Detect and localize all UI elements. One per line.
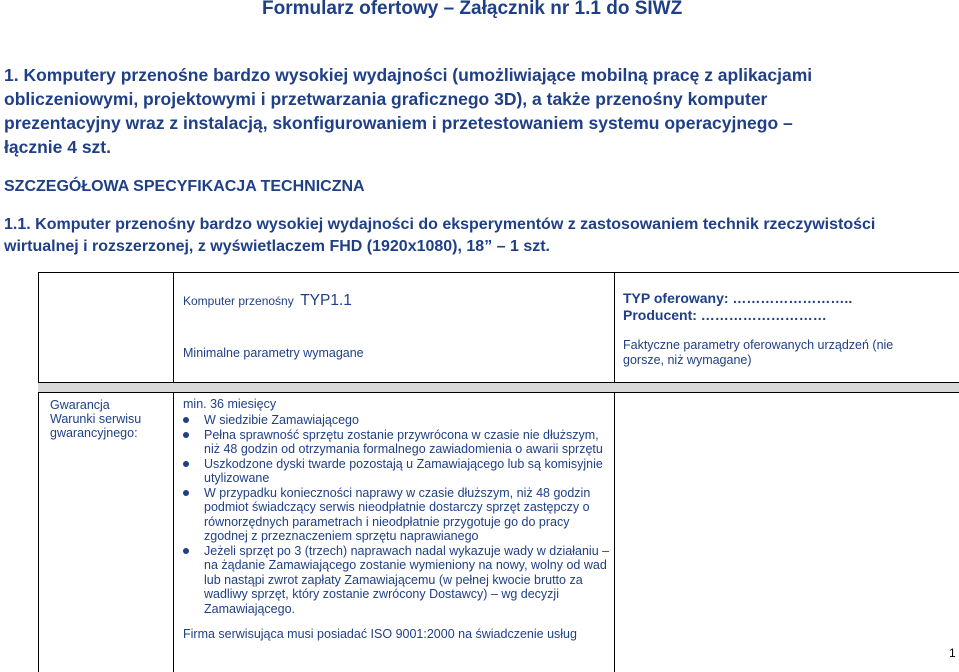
page-number: 1	[949, 646, 956, 660]
document-title: Formularz ofertowy – Załącznik nr 1.1 do SIWZ	[262, 0, 683, 19]
actual-params-header-line-2: gorsze, niż wymagane)	[623, 353, 752, 367]
warranty-min: min. 36 miesięcy	[183, 397, 277, 411]
service-conditions-list	[180, 413, 610, 616]
subsection-title-line-1: 1.1. Komputer przenośny bardzo wysokiej wydajności do eksperymentów z zastosowaniem technik rzeczywistości	[4, 216, 876, 233]
producer-field: Producent: ………………………	[623, 307, 827, 323]
list-item: Uszkodzone dyski twarde pozostają u Zamawiającego lub są komisyjnie utylizowane	[180, 457, 610, 486]
list-item: W siedzibie Zamawiającego	[180, 413, 610, 428]
section-title-line-1: 1. Komputery przenośne bardzo wysokiej wydajności (umożliwiające mobilną pracę z aplikacjami	[4, 65, 813, 85]
min-params-header: Minimalne parametry wymagane	[183, 346, 364, 360]
service-note: Firma serwisująca musi posiadać ISO 9001:2000 na świadczenie usług	[183, 627, 577, 641]
list-item: W przypadku konieczności naprawy w czasie dłuższym, niż 48 godzin podmiot świadczący serwis nieodpłatnie dostarczy sprzęt zastępczy o równorzędnych parametrach i nieodpłatnie przygotuje go do pracy zgodnej z przeznaczeniem sprzętu naprawianego	[180, 486, 610, 544]
table-separator-band	[38, 382, 959, 393]
offered-type-field: TYP oferowany: ……………………..	[623, 290, 853, 306]
row-label-line-3: gwarancyjnego:	[50, 426, 138, 440]
actual-params-header-line-1: Faktyczne parametry oferowanych urządzeń (nie	[623, 338, 894, 352]
list-item: Pełna sprawność sprzętu zostanie przywrócona w czasie nie dłuższym, niż 48 godzin od otrzymania formalnego zawiadomienia o awarii sprzętu	[180, 428, 610, 457]
subsection-title-line-2: wirtualnej i rozszerzonej, z wyświetlaczem FHD (1920x1080), 18” – 1 szt.	[4, 238, 550, 255]
section-title-line-4: łącznie 4 szt.	[4, 137, 111, 157]
row-label-line-2: Warunki serwisu	[50, 412, 142, 426]
list-item: Jeżeli sprzęt po 3 (trzech) naprawach nadal wykazuje wady w działaniu – na żądanie Zamawiającego zostanie wymieniony na nowy, wolny od wad lub nastąpi zwrot zapłaty Zamawiającemu (w pełnej kwocie brutto za wadliwy sprzęt, który zostanie zwrócony Dostawcy) – wg decyzji Zamawiającego.	[180, 544, 610, 617]
product-label: Komputer przenośny TYP1.1	[183, 292, 352, 309]
row-label-line-1: Gwarancja	[50, 398, 110, 412]
product-type: TYP1.1	[300, 292, 352, 309]
spec-heading: SZCZEGÓŁOWA SPECYFIKACJA TECHNICZNA	[4, 178, 365, 195]
section-title-line-3: prezentacyjny wraz z instalacją, skonfigurowaniem i przetestowaniem systemu operacyjnego –	[4, 113, 793, 133]
section-title-line-2: obliczeniowymi, projektowymi i przetwarzania graficznego 3D), a także przenośny komputer	[4, 89, 768, 109]
